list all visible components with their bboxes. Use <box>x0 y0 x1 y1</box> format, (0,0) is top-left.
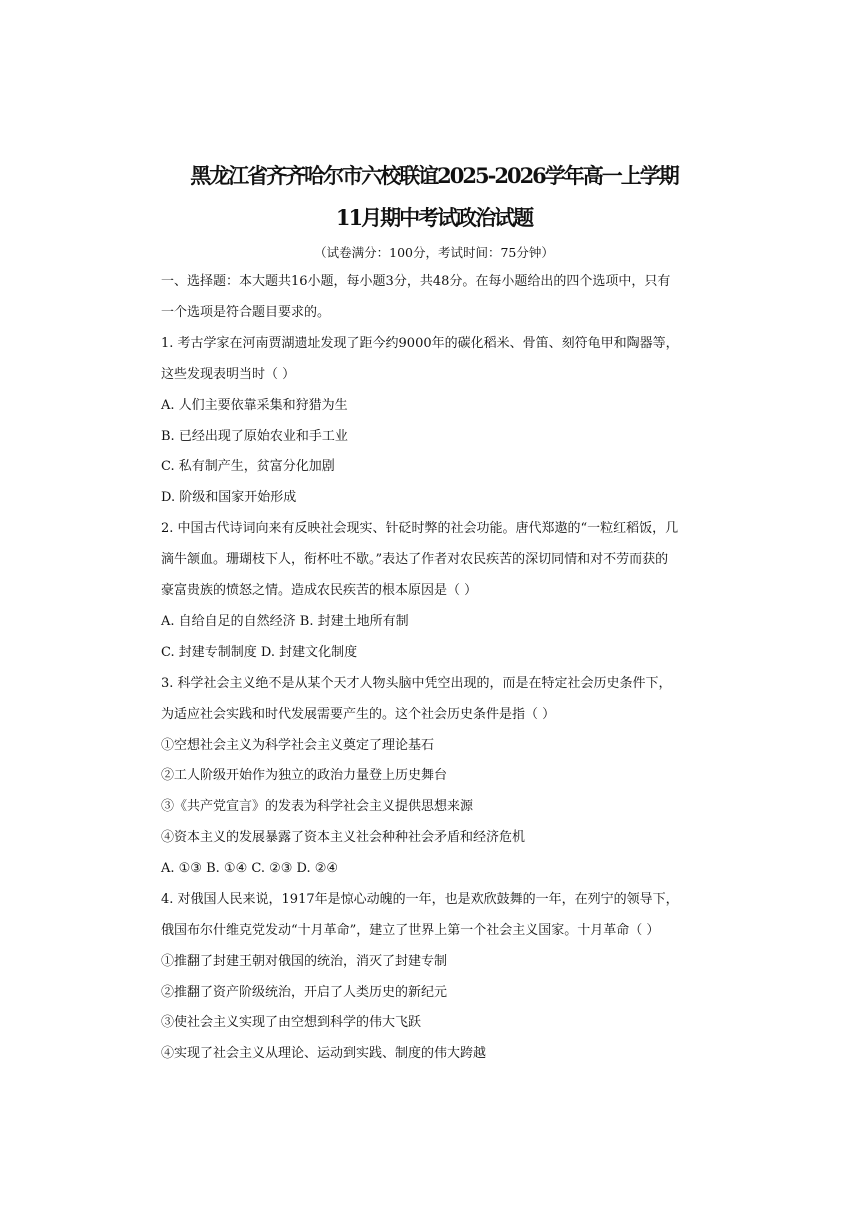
q3-item: ②工人阶级开始作为独立的政治力量登上历史舞台 <box>161 768 448 783</box>
q4-item: ①推翻了封建王朝对俄国的统治，消灭了封建专制 <box>161 954 448 969</box>
q2-stem-line: 豪富贵族的愤怒之情。造成农民疾苦的根本原因是（ ） <box>161 583 478 598</box>
q3-item: ④资本主义的发展暴露了资本主义社会种种社会矛盾和经济危机 <box>161 830 526 845</box>
exam-title-line2: 11月期中考试政治试题 <box>335 205 533 230</box>
q2-stem-line: 2. 中国古代诗词向来有反映社会现实、针砭时弊的社会功能。唐代郑遨的“一粒红稻饭，几 <box>161 521 679 536</box>
q4-item: ④实现了社会主义从理论、运动到实践、制度的伟大跨越 <box>161 1046 487 1061</box>
q1-stem-line: 1. 考古学家在河南贾湖遗址发现了距今约9000年的碳化稻米、骨笛、刻符龟甲和陶器等， <box>161 336 679 351</box>
q4-item: ③使社会主义实现了由空想到科学的伟大飞跃 <box>161 1015 422 1030</box>
q3-stem-line: 3. 科学社会主义绝不是从某个天才人物头脑中凭空出现的，而是在特定社会历史条件下， <box>161 676 672 691</box>
q2-options-line: C. 封建专制制度 D. 封建文化制度 <box>161 645 358 660</box>
q4-item: ②推翻了资产阶级统治，开启了人类历史的新纪元 <box>161 985 448 1000</box>
q4-stem-line: 俄国布尔什维克党发动“十月革命”，建立了世界上第一个社会主义国家。十月革命（ ） <box>161 923 660 938</box>
q1-option-b: B. 已经出现了原始农业和手工业 <box>161 429 348 444</box>
exam-title-line1: 黑龙江省齐齐哈尔市六校联谊2025-2026学年高一上学期 <box>190 163 678 188</box>
section-intro-line: 一、选择题：本大题共16小题，每小题3分，共48分。在每小题给出的四个选项中，只有 <box>161 274 671 289</box>
q2-stem-line: 滴牛颔血。珊瑚枝下人，衔杯吐不歇。”表达了作者对农民疾苦的深切同情和对不劳而获的 <box>161 552 669 567</box>
q1-stem-line: 这些发现表明当时（ ） <box>161 367 296 382</box>
exam-note: （试卷满分：100分，考试时间：75分钟） <box>314 245 554 260</box>
q1-option-d: D. 阶级和国家开始形成 <box>161 490 297 505</box>
q3-options: A. ①③ B. ①④ C. ②③ D. ②④ <box>161 861 339 876</box>
q4-stem-line: 4. 对俄国人民来说，1917年是惊心动魄的一年，也是欢欣鼓舞的一年，在列宁的领导下， <box>161 892 679 907</box>
section-intro-line: 一个选项是符合题目要求的。 <box>161 305 331 320</box>
q3-stem-line: 为适应社会实践和时代发展需要产生的。这个社会历史条件是指（ ） <box>161 707 556 722</box>
q2-options-line: A. 自给自足的自然经济 B. 封建土地所有制 <box>161 614 409 629</box>
q3-item: ①空想社会主义为科学社会主义奠定了理论基石 <box>161 738 435 753</box>
q1-option-a: A. 人们主要依靠采集和狩猎为生 <box>161 398 348 413</box>
q1-option-c: C. 私有制产生，贫富分化加剧 <box>161 459 335 474</box>
q3-item: ③《共产党宣言》的发表为科学社会主义提供思想来源 <box>161 799 474 814</box>
